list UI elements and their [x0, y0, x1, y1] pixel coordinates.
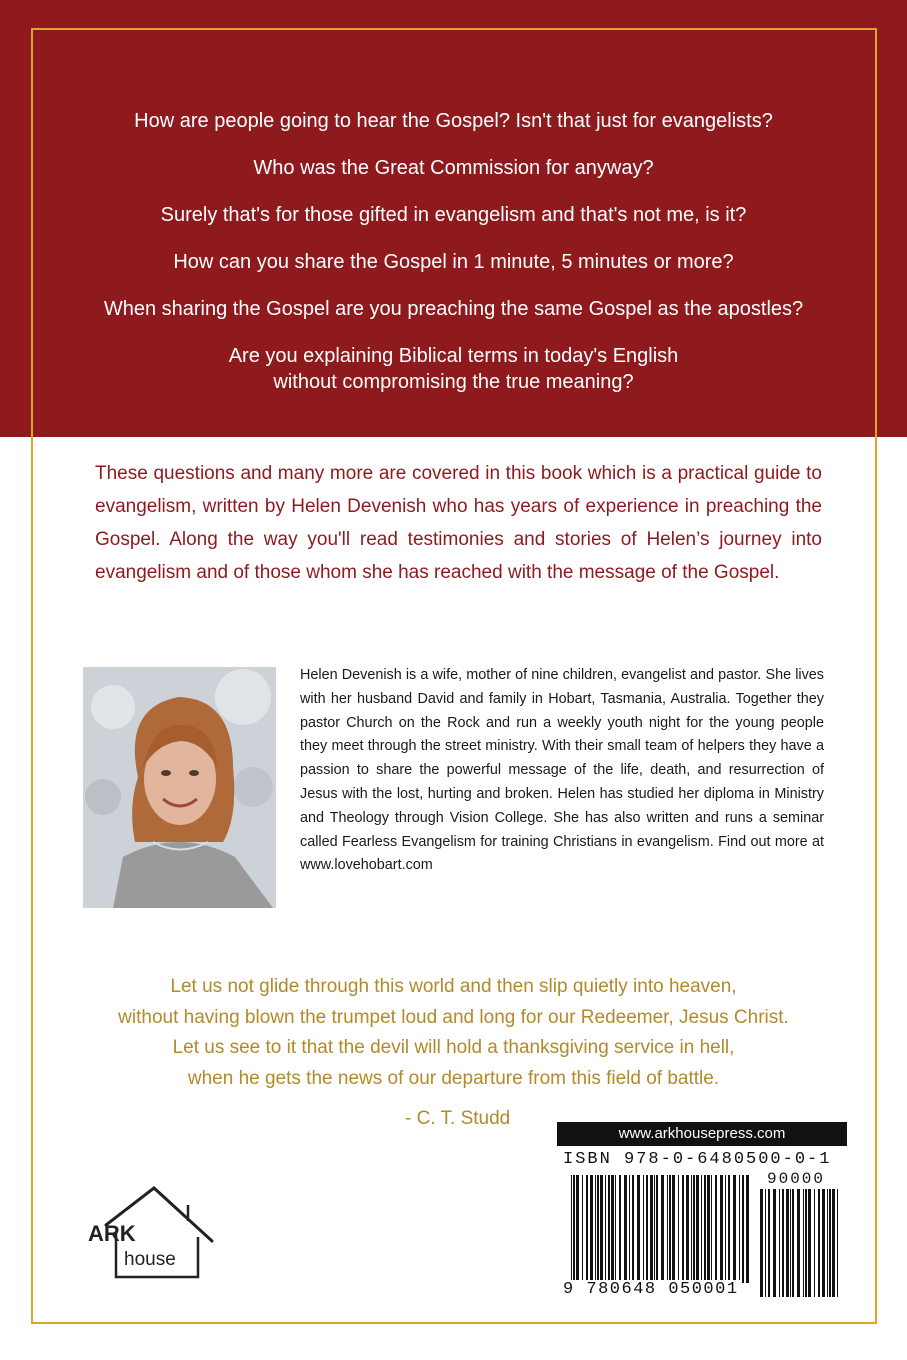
barcode-bar: [765, 1189, 766, 1297]
barcode-bar: [704, 1175, 706, 1283]
barcode-bar: [720, 1175, 723, 1283]
barcode-bar: [707, 1175, 710, 1283]
question-item-last: [40, 343, 867, 395]
barcode-bar: [650, 1175, 653, 1283]
barcode-bar: [605, 1175, 606, 1283]
question-item: When sharing the Gospel are you preaching the same Gospel as the apostles?: [103, 298, 804, 320]
barcode-bar: [837, 1189, 838, 1297]
barcode-bar: [571, 1175, 572, 1283]
quote-line: Let us see to it that the devil will hold a thanksgiving service in hell,: [172, 1037, 735, 1058]
barcode-bar: [686, 1175, 689, 1283]
barcode-bar: [629, 1175, 630, 1283]
barcode-bar: [643, 1175, 644, 1283]
barcode-bar: [818, 1189, 820, 1297]
barcode-bar: [597, 1175, 599, 1283]
barcode-bar: [715, 1175, 717, 1283]
barcode-bar: [586, 1175, 588, 1283]
logo-text-ark: ARK: [88, 1221, 136, 1246]
barcode-bar: [661, 1175, 664, 1283]
barcode-bar: [808, 1189, 811, 1297]
barcode-bar: [739, 1175, 740, 1283]
barcode-bar: [696, 1175, 699, 1283]
barcode-bar: [782, 1189, 784, 1297]
barcode-bar: [711, 1175, 712, 1283]
barcode-bar: [672, 1175, 675, 1283]
barcode-bars: [571, 1175, 749, 1283]
barcode-bar: [595, 1175, 596, 1283]
barcode-bar: [773, 1189, 776, 1297]
ark-house-logo: [88, 1185, 228, 1280]
barcode-bar: [576, 1175, 579, 1283]
barcode-bar: [600, 1175, 603, 1283]
barcode-bar: [611, 1175, 614, 1283]
barcode-bar: [573, 1175, 575, 1283]
barcode-bar: [742, 1175, 744, 1283]
question-line: without compromising the true meaning?: [273, 371, 634, 393]
barcode-bar: [779, 1189, 780, 1297]
barcode-bar: [814, 1189, 815, 1297]
question-item: How can you share the Gospel in 1 minute, 5 minutes or more?: [173, 251, 734, 273]
barcode-bar: [656, 1175, 658, 1283]
barcode-bar: [803, 1189, 804, 1297]
barcode-bar: [760, 1189, 763, 1297]
barcode-bar: [733, 1175, 736, 1283]
isbn-barcode: [557, 1122, 847, 1307]
barcode-bar: [669, 1175, 671, 1283]
isbn-number: ISBN 978-0-6480500-0-1: [563, 1150, 832, 1169]
barcode-bar: [790, 1189, 791, 1297]
barcode-addon-bars: [760, 1189, 838, 1297]
barcode-bar: [829, 1189, 831, 1297]
barcode-bar: [746, 1175, 749, 1283]
barcode-bar: [654, 1175, 655, 1283]
intro-paragraph: These questions and many more are covered in this book which is a practical guide to evangelism, written by Helen Devenish who has years of experience in preaching the Gospel. Along the way you'll read testimonies and stories of Helen’s journey into evangelism and of those whom she has reached with the message of the Gospel.: [95, 463, 822, 583]
barcode-digits: 9 780648 050001: [563, 1280, 739, 1299]
barcode-bar: [693, 1175, 695, 1283]
barcode-bar: [827, 1189, 828, 1297]
barcode-bar: [608, 1175, 610, 1283]
barcode-bar: [725, 1175, 726, 1283]
author-photo: [83, 667, 276, 908]
question-item: Who was the Great Commission for anyway?: [253, 157, 654, 179]
barcode-bar: [590, 1175, 593, 1283]
barcode-bar: [832, 1189, 835, 1297]
barcode-bar: [682, 1175, 684, 1283]
barcode-bar: [624, 1175, 627, 1283]
quote-line: without having blown the trumpet loud and long for our Redeemer, Jesus Christ.: [118, 1006, 789, 1028]
quote-line: when he gets the news of our departure from this field of battle.: [187, 1067, 720, 1089]
question-item: Surely that's for those gifted in evangelism and that's not me, is it?: [160, 204, 747, 226]
barcode-bar: [822, 1189, 825, 1297]
barcode-bar: [637, 1175, 640, 1283]
barcode-bar: [632, 1175, 634, 1283]
price-code: 90000: [767, 1170, 826, 1188]
barcode-bar: [619, 1175, 621, 1283]
barcode-bar: [582, 1175, 583, 1283]
barcode-bar: [691, 1175, 692, 1283]
barcode-bar: [797, 1189, 800, 1297]
barcode-bar: [678, 1175, 679, 1283]
question-list: [40, 108, 867, 416]
barcode-bar: [728, 1175, 730, 1283]
barcode-bar: [805, 1189, 807, 1297]
barcode-bar: [615, 1175, 616, 1283]
question-item: How are people going to hear the Gospel? Isn't that just for evangelists?: [134, 110, 773, 132]
barcode-bar: [667, 1175, 668, 1283]
quote-author: - C. T. Studd: [405, 1108, 511, 1129]
barcode-bar: [646, 1175, 648, 1283]
quote-block: [70, 972, 837, 1094]
publisher-url: www.arkhousepress.com: [557, 1122, 847, 1146]
logo-text-house: house: [124, 1249, 176, 1270]
barcode-bar: [701, 1175, 702, 1283]
author-bio: Helen Devenish is a wife, mother of nine children, evangelist and pastor. She lives with her husband David and family in Hobart, Tasmania, Australia. Together they pastor Church on the Rock and run a weekly youth night for the young people they meet through the street ministry. With their small team of helpers they have a passion to share the powerful message of the life, death, and resurrection of Jesus with the lost, hurting and broken. Helen has studied her diploma in Ministry and Theology through Vision College. She has also written and runs a seminar called Fearless Evangelism for training Christians in evangelism. Find out more at www.lovehobart.com: [300, 667, 824, 874]
barcode-bar: [792, 1189, 794, 1297]
barcode-bar: [786, 1189, 789, 1297]
barcode-bar: [768, 1189, 770, 1297]
question-line: Are you explaining Biblical terms in today's English: [228, 345, 679, 367]
quote-line: Let us not glide through this world and then slip quietly into heaven,: [170, 976, 737, 997]
